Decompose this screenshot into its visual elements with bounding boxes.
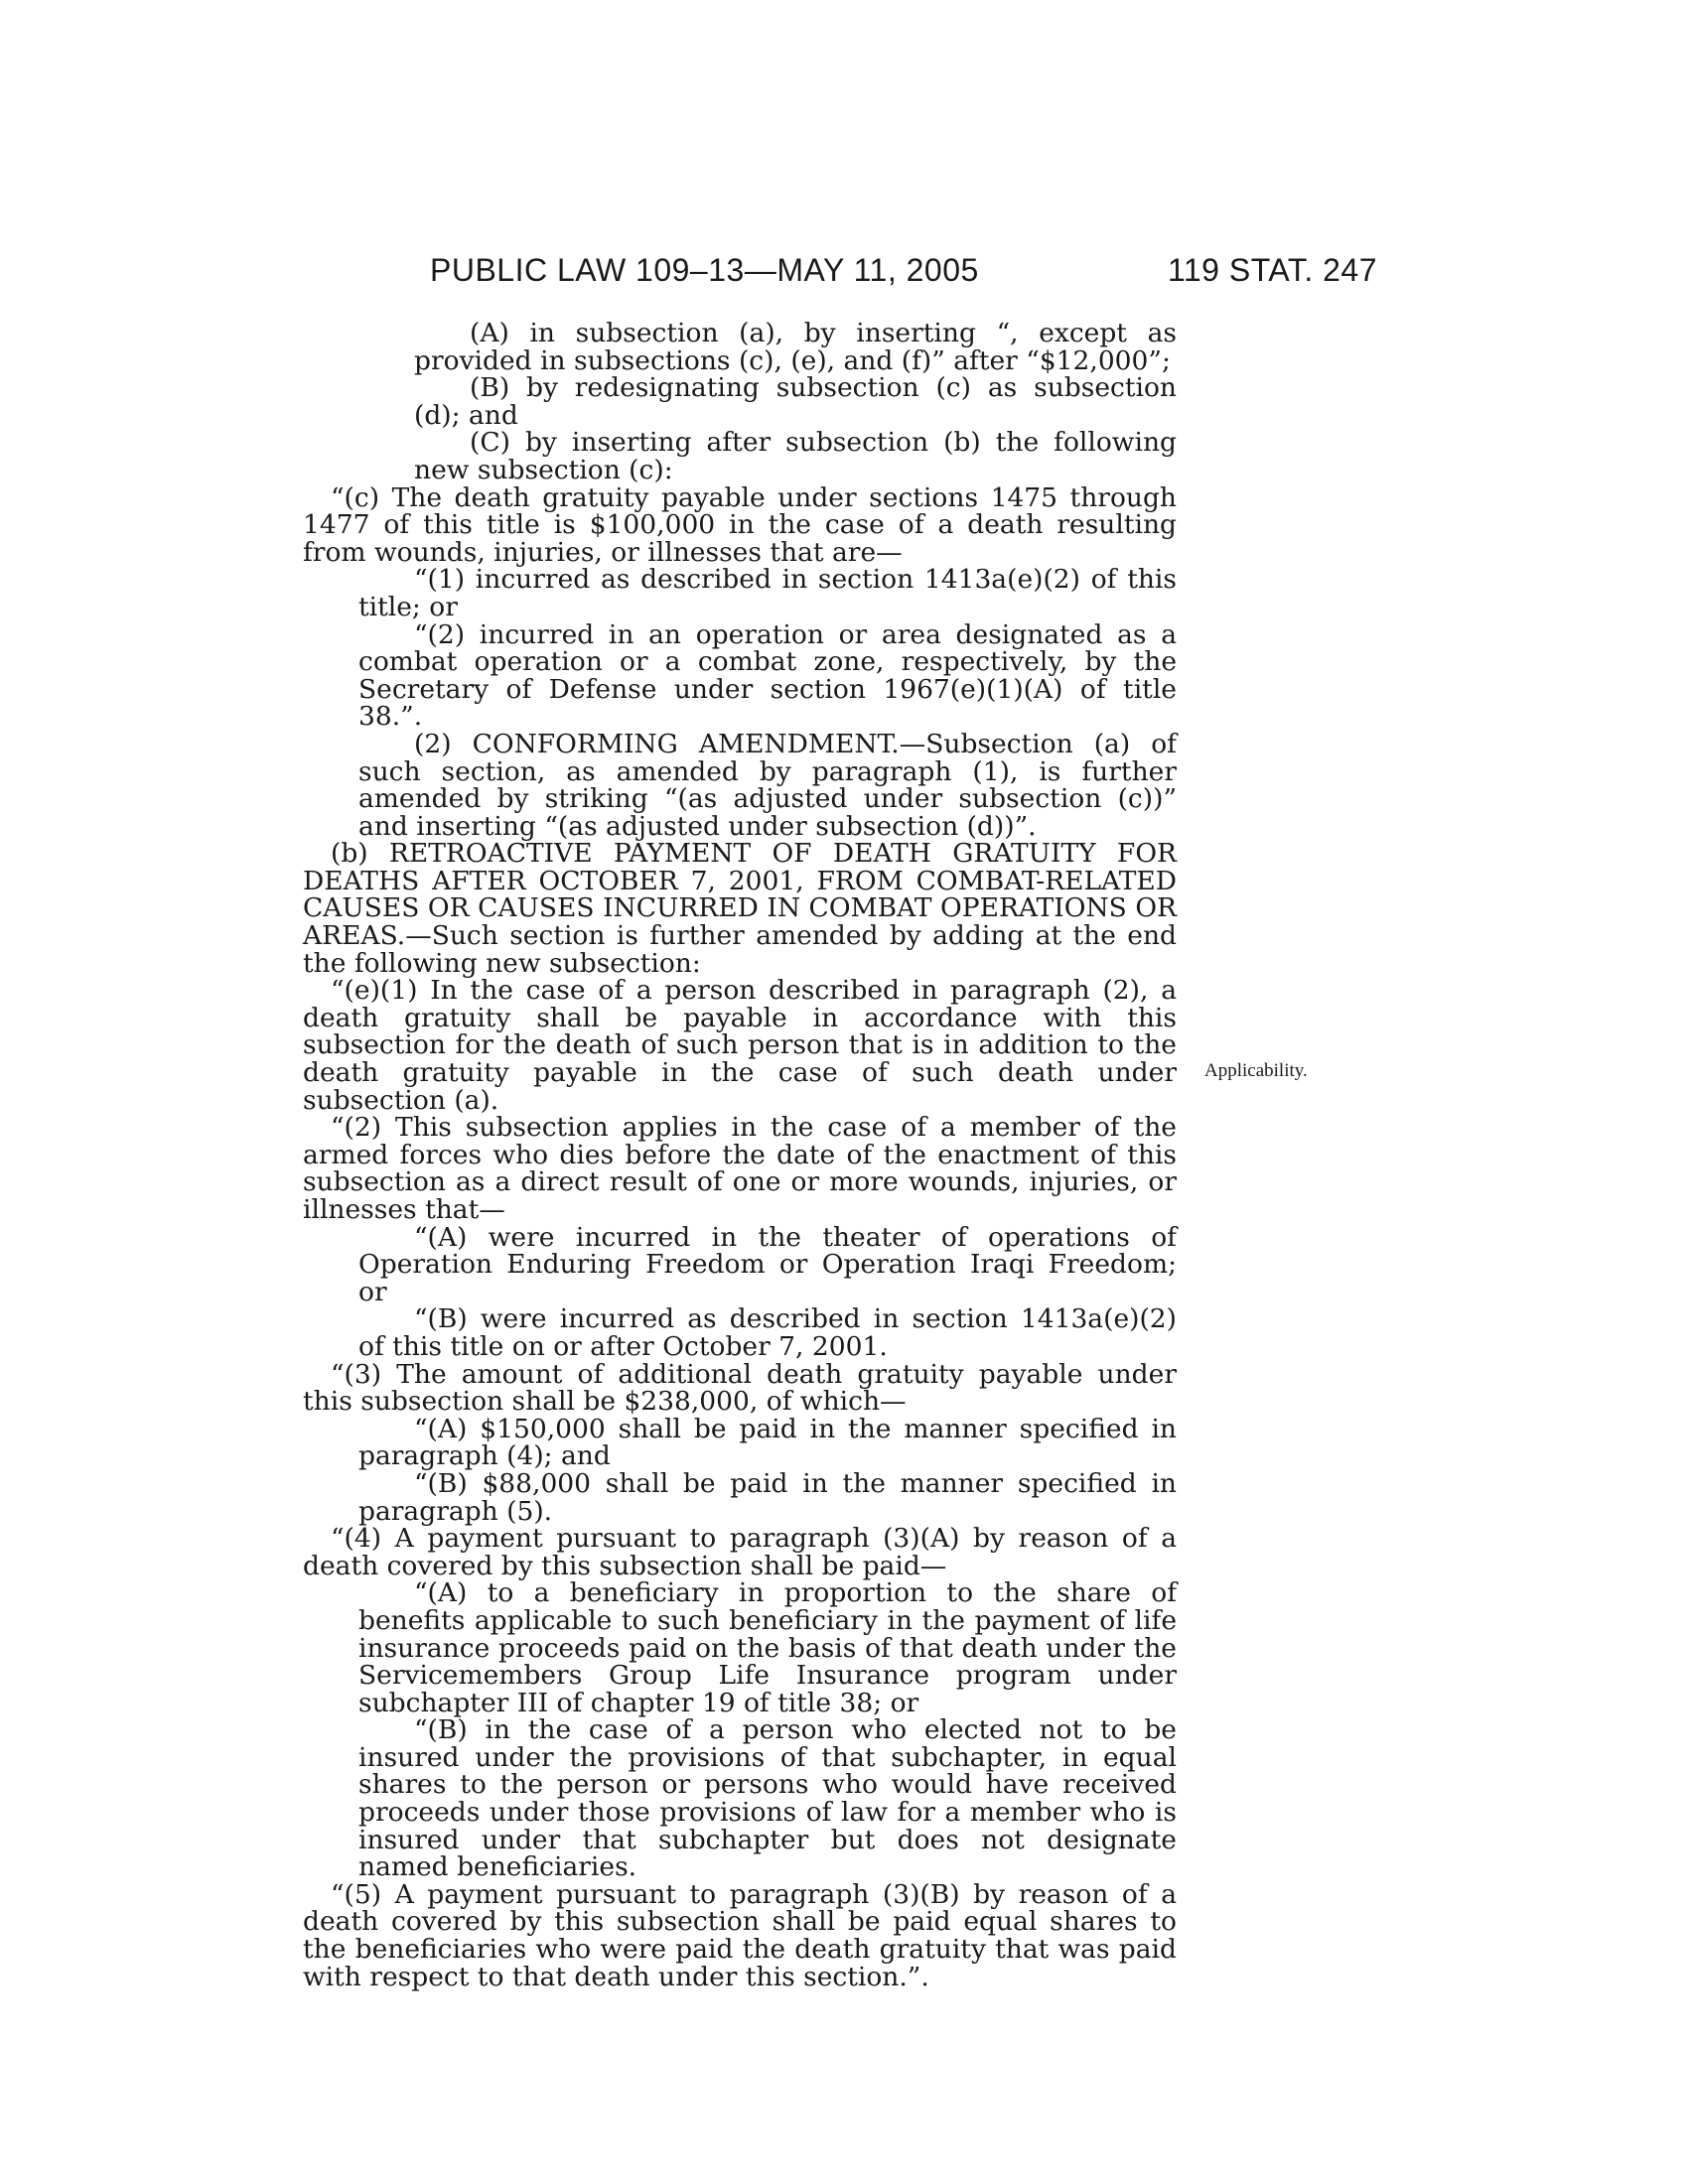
- paragraph-b-redesignating: (B) by redesignating subsection (c) as subsection (d); and: [414, 372, 1177, 431]
- statute-body: [303, 320, 1177, 1990]
- page-header: [430, 252, 1377, 292]
- quoted-e-4-b: “(B) in the case of a person who elected not to be insured under the provisions of that subchapter, in equal shares to the person or persons who would have received proceeds under those provisions of law for a member who is insured under that subchapter but does not designate named beneficiaries.: [358, 1714, 1177, 1883]
- paragraph-c-inserting: (C) by inserting after subsection (b) the following new subsection (c):: [414, 427, 1177, 485]
- quoted-e-3: “(3) The amount of additional death gratuity payable under this subsection shall be $238,000, of which—: [303, 1358, 1177, 1418]
- running-head-title: PUBLIC LAW 109–13—MAY 11, 2005: [430, 252, 979, 288]
- quoted-e-2: “(2) This subsection applies in the case of a member of the armed forces who dies before the date of the enactment of this subsection as a direct result of one or more wounds, injuries, or illnesses that—: [303, 1112, 1177, 1225]
- quoted-e-2-a: “(A) were incurred in the theater of operations of Operation Enduring Freedom or Operation Iraqi Freedom; or: [358, 1221, 1177, 1307]
- paragraph-a-subsection-a: (A) in subsection (a), by inserting “, except as provided in subsections (c), (e), and (f)” after “$12,000”;: [414, 318, 1177, 376]
- quoted-e-5: “(5) A payment pursuant to paragraph (3)(B) by reason of a death covered by this subsection shall be paid equal shares to the beneficiaries who were paid the death gratuity that was paid with respect to that death under this section.”.: [303, 1878, 1177, 1992]
- quoted-e-4: “(4) A payment pursuant to paragraph (3)(A) by reason of a death covered by this subsection shall be paid—: [303, 1523, 1177, 1581]
- subsection-b-retroactive-payment: (b) RETROACTIVE PAYMENT OF DEATH GRATUITY FOR DEATHS AFTER OCTOBER 7, 2001, FROM COMBAT-RELATED CAUSES OR CAUSES INCURRED IN COMBAT OPERATIONS OR AREAS.—Such section is further amended by adding at the end the following new subsection:: [303, 838, 1177, 979]
- quoted-e-4-a: “(A) to a beneficiary in proportion to the share of benefits applicable to such beneficiary in the payment of life insurance proceeds paid on the basis of that death under the Servicemembers Group Life Insurance program under subchapter III of chapter 19 of title 38; or: [358, 1577, 1177, 1718]
- margin-note-applicability: Applicability.: [1204, 1060, 1308, 1081]
- quoted-c-2: “(2) incurred in an operation or area designated as a combat operation or a combat zone, respectively, by the Secretary of Defense under section 1967(e)(1)(A) of title 38.”.: [358, 618, 1177, 733]
- quoted-e-2-b: “(B) were incurred as described in section 1413a(e)(2) of this title on or after October 7, 2001.: [358, 1303, 1177, 1362]
- quoted-c-1: “(1) incurred as described in section 1413a(e)(2) of this title; or: [358, 564, 1177, 622]
- conforming-amendment: (2) CONFORMING AMENDMENT.—Subsection (a) of such section, as amended by paragraph (1), is further amended by striking “(as adjusted under subsection (c))” and inserting “(as adjusted under subsection (d))”.: [358, 728, 1177, 842]
- quoted-e-3-b: “(B) $88,000 shall be paid in the manner specified in paragraph (5).: [358, 1467, 1177, 1527]
- quoted-e-3-a: “(A) $150,000 shall be paid in the manner specified in paragraph (4); and: [358, 1413, 1177, 1472]
- statute-page-number: 119 STAT. 247: [1167, 252, 1377, 288]
- quoted-subsection-c: “(c) The death gratuity payable under sections 1475 through 1477 of this title is $100,000 in the case of a death resulting from wounds, injuries, or illnesses that are—: [303, 481, 1177, 568]
- quoted-e-1: “(e)(1) In the case of a person described in paragraph (2), a death gratuity shall be payable in accordance with this subsection for the death of such person that is in addition to the death gratuity payable in the case of such death under subsection (a).: [303, 975, 1177, 1116]
